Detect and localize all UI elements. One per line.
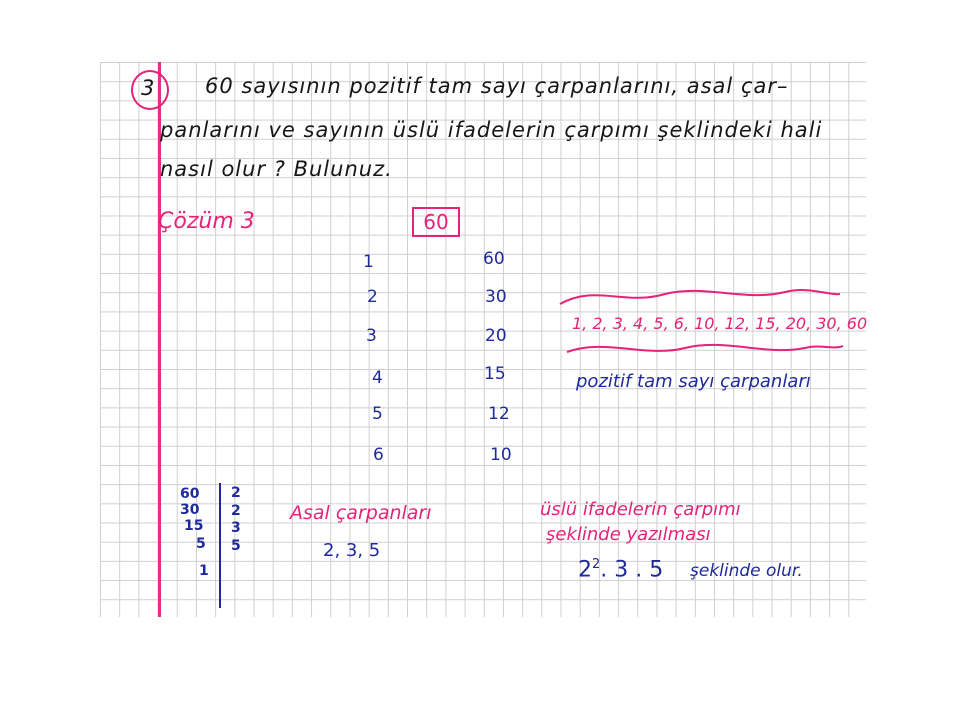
exponent-base: 2: [578, 557, 592, 583]
factor-a: 5: [372, 404, 383, 424]
factor-b: 20: [485, 326, 507, 346]
dividend: 5: [196, 536, 206, 552]
dividend: 30: [180, 502, 200, 518]
factor-b: 15: [484, 364, 506, 384]
exponent-suffix: şeklinde olur.: [690, 561, 803, 581]
prime-factors-label: Asal çarpanları: [290, 502, 432, 524]
factor-a: 4: [372, 368, 383, 388]
divisor: 2: [231, 503, 241, 519]
question-number: 3: [141, 76, 155, 100]
dividend: 15: [184, 518, 204, 534]
factor-a: 6: [373, 445, 384, 465]
factor-a: 3: [366, 326, 377, 346]
factors-list: 1, 2, 3, 4, 5, 6, 10, 12, 15, 20, 30, 60: [572, 314, 868, 333]
exponent-power: 2: [592, 557, 601, 572]
factor-b: 12: [488, 404, 510, 424]
boxed-number: 60: [412, 207, 460, 237]
divisor: 5: [231, 538, 241, 554]
factor-a: 2: [367, 287, 378, 307]
factors-label: pozitif tam sayı çarpanları: [576, 371, 811, 392]
question-number-circle: [131, 70, 169, 110]
question-line-2: panlarını ve sayının üslü ifadelerin çarpımı şeklindeki hali: [160, 118, 823, 142]
exponent-rest: . 3 . 5: [600, 557, 664, 583]
divisor: 2: [231, 485, 241, 501]
exponent-label-2: şeklinde yazılması: [546, 524, 711, 545]
dividend: 1: [199, 563, 209, 579]
prime-factors-list: 2, 3, 5: [323, 540, 381, 561]
factor-a: 1: [363, 252, 374, 272]
dividend: 60: [180, 486, 200, 502]
factor-b: 30: [485, 287, 507, 307]
exponent-form: [578, 557, 663, 582]
question-line-3: nasıl olur ? Bulunuz.: [160, 157, 393, 181]
factor-b: 10: [490, 445, 512, 465]
solution-heading: Çözüm 3: [158, 209, 255, 234]
division-line: [219, 483, 221, 608]
factor-b: 60: [483, 249, 505, 269]
divisor: 3: [231, 520, 241, 536]
margin-line: [158, 62, 161, 617]
exponent-label-1: üslü ifadelerin çarpımı: [540, 499, 741, 520]
question-line-1: 60 sayısının pozitif tam sayı çarpanlarını, asal çar–: [205, 74, 789, 98]
